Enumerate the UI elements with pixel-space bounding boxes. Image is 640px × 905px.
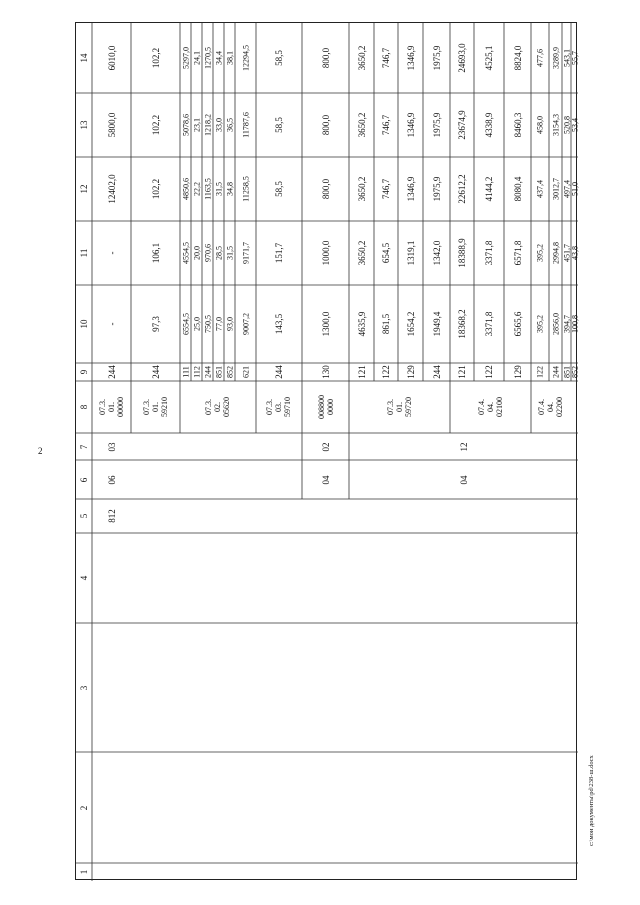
cell-c9-text: 121	[356, 365, 367, 379]
cell-c11-text: 1000,0	[320, 240, 331, 266]
cell-c8-text: 07.3. 03. 59710	[265, 397, 293, 417]
cell-c9-text: 244	[431, 365, 442, 379]
cell-c11-text: 1342,0	[431, 240, 442, 266]
cell-c9-text: 852	[569, 366, 579, 378]
cell-c12-text: 4850,6	[180, 178, 190, 200]
cell-c11-text: 43,8	[569, 246, 579, 260]
cell-c11-text: 18388,9	[456, 238, 467, 268]
footer-file-path: c:\мои документы\pd\238-ш.docx	[588, 755, 595, 846]
column-header-2-text: 2	[78, 805, 89, 810]
cell-c9-text: 244	[202, 366, 212, 378]
cell-c11-text: 4554,5	[180, 242, 190, 264]
cell-c14-text: 3650,2	[356, 45, 367, 71]
cell-c13-text: 520,8	[561, 116, 571, 134]
cell-c9-text: 244	[106, 365, 117, 379]
cell-c12-text: 746,7	[380, 178, 391, 200]
cell-c11-text: 395,2	[535, 244, 545, 262]
cell-c12-text: 58,5	[273, 181, 284, 197]
cell-c12-text: 22,2	[191, 182, 201, 196]
cell-c10-text: 9007,2	[240, 313, 250, 335]
column-header-13-text: 13	[78, 120, 89, 130]
cell-c10-text: 4635,9	[356, 311, 367, 337]
cell-c11-text: 3371,8	[483, 240, 494, 266]
cell-c13-text: 8460,3	[512, 112, 523, 138]
cell-c12-text: 22612,2	[456, 174, 467, 204]
cell-c10-text: 3371,8	[483, 311, 494, 337]
cell-c9-text: 121	[456, 365, 467, 379]
cell-c12-text: 1975,9	[431, 176, 442, 202]
cell-c14-text: 102,2	[150, 47, 161, 69]
column-header-12-text: 12	[78, 184, 89, 194]
cell-c14-text: 24693,0	[456, 43, 467, 73]
column-header-11-text: 11	[78, 248, 89, 258]
cell-c11-text: 9171,7	[240, 242, 250, 264]
cell-c13-text: 11787,6	[240, 112, 250, 138]
cell-c12-text: 11258,5	[240, 176, 250, 202]
cell-c14-text: 477,6	[535, 49, 545, 67]
cell-c10-text: 861,5	[380, 313, 391, 335]
column-header-1-text: 1	[78, 869, 89, 875]
cell-c10-text: 100,8	[569, 315, 579, 333]
cell-c11-text: 28,5	[213, 246, 223, 260]
cell-c12-text: 31,5	[213, 182, 223, 196]
cell-c13-text: 23,1	[191, 118, 201, 132]
cell-c7-text: 03	[106, 442, 117, 451]
cell-c12-text: 12402,0	[106, 174, 117, 204]
cell-c8-text: 07.4. 04. 02200	[537, 397, 565, 417]
cell-c13-text: 3650,2	[356, 112, 367, 138]
cell-c9-text: 129	[512, 365, 523, 379]
cell-c11-text: 2994,8	[550, 242, 560, 264]
cell-c14-text: 38,1	[224, 51, 234, 65]
cell-c13-text: 746,7	[380, 114, 391, 136]
cell-c12-text: 4144,2	[483, 176, 494, 202]
cell-c13-text: 3154,3	[550, 114, 560, 136]
cell-c14-text: 34,4	[213, 51, 223, 65]
cell-c11-text: 451,7	[561, 244, 571, 262]
cell-c10-text: 2856,0	[550, 313, 560, 335]
cell-c5-text: 812	[106, 509, 117, 523]
cell-c9-text: 111	[180, 366, 190, 378]
cell-c13-text: 5800,0	[106, 112, 117, 138]
cell-c14-text: 5297,0	[180, 47, 190, 69]
cell-c7-text: 12	[458, 442, 469, 451]
cell-c14-text: 12294,5	[240, 45, 250, 71]
cell-c14-text: 55,7	[569, 51, 579, 65]
cell-c11-text: 151,7	[273, 242, 284, 264]
cell-c14-text: 1270,5	[202, 47, 212, 69]
cell-c10-text: 25,0	[191, 317, 201, 331]
cell-c10-text: -	[106, 322, 117, 326]
column-header-6-text: 6	[78, 477, 89, 482]
cell-c12-text: 1346,9	[405, 176, 416, 202]
cell-c8-text: 07.3. 01. 00000	[97, 397, 126, 417]
cell-c10-text: 1300,0	[320, 311, 331, 337]
column-header-10-text: 10	[78, 319, 89, 329]
column-header-3-text: 3	[78, 685, 89, 690]
column-header-9-text: 9	[78, 369, 89, 375]
cell-c9-text: 112	[191, 366, 201, 378]
cell-c9-text: 244	[150, 365, 161, 379]
cell-c12-text: 8080,4	[512, 176, 523, 202]
cell-c8-text: 07.3. 01. 59210	[141, 397, 170, 417]
cell-c14-text: 1346,9	[405, 45, 416, 71]
cell-c14-text: 543,1	[561, 49, 571, 67]
cell-c12-text: 497,4	[561, 180, 571, 198]
cell-c10-text: 77,0	[213, 317, 223, 331]
column-header-8-text: 8	[78, 404, 89, 410]
cell-c12-text: 102,2	[150, 178, 161, 200]
cell-c13-text: 5078,6	[180, 114, 190, 136]
cell-c10-text: 394,7	[561, 315, 571, 333]
cell-c10-text: 750,5	[202, 315, 212, 333]
cell-c9-text: 244	[550, 366, 560, 378]
cell-c13-text: 4338,9	[483, 112, 494, 138]
cell-c11-text: 970,6	[202, 244, 212, 262]
cell-c13-text: 58,5	[273, 117, 284, 133]
cell-c13-text: 102,2	[150, 114, 161, 136]
cell-c14-text: 1975,9	[431, 45, 442, 71]
cell-c9-text: 129	[405, 365, 416, 379]
cell-c13-text: 33,0	[213, 118, 223, 132]
cell-c13-text: 458,0	[535, 116, 545, 134]
cell-c10-text: 93,0	[224, 317, 234, 331]
cell-c13-text: 1975,9	[431, 112, 442, 138]
cell-c6-text: 04	[458, 475, 469, 484]
page-number: 2	[38, 446, 43, 456]
cell-c11-text: 6571,8	[512, 240, 523, 266]
cell-c9-text: 621	[240, 366, 250, 378]
cell-c14-text: 3289,9	[550, 47, 560, 69]
cell-c13-text: 800,0	[320, 114, 331, 136]
cell-c14-text: 4525,1	[483, 45, 494, 71]
column-header-5-text: 5	[78, 513, 89, 519]
cell-c9-text: 130	[320, 365, 331, 379]
cell-c11-text: 3650,2	[356, 240, 367, 266]
cell-c10-text: 1949,4	[431, 311, 442, 337]
budget-table	[75, 22, 577, 880]
column-header-14-text: 14	[78, 53, 89, 63]
cell-c9-text: 852	[224, 366, 234, 378]
table-grid	[76, 23, 578, 881]
cell-c14-text: 6010,0	[106, 45, 117, 71]
cell-c8-text: 07.3. 01. 59720	[385, 397, 414, 417]
cell-c8-text: 07.4. 04. 02100	[476, 397, 505, 417]
cell-c10-text: 143,5	[273, 313, 284, 335]
cell-c12-text: 800,0	[320, 178, 331, 200]
cell-c9-text: 122	[535, 366, 545, 378]
cell-c9-text: 122	[483, 365, 494, 379]
cell-c11-text: 106,1	[150, 242, 161, 264]
cell-c14-text: 24,1	[191, 51, 201, 65]
cell-c9-text: 851	[213, 366, 223, 378]
cell-c7-text: 02	[320, 442, 331, 451]
cell-c8-text: 008800 0000	[316, 395, 335, 419]
cell-c12-text: 437,4	[535, 180, 545, 198]
cell-c12-text: 51,0	[569, 182, 579, 196]
cell-c14-text: 8824,0	[512, 45, 523, 71]
cell-c11-text: 20,0	[191, 246, 201, 260]
cell-c11-text: -	[106, 251, 117, 255]
cell-c10-text: 1654,2	[405, 311, 416, 337]
cell-c10-text: 6554,5	[180, 313, 190, 335]
cell-c13-text: 53,4	[569, 118, 579, 132]
cell-c12-text: 1163,5	[202, 178, 212, 200]
cell-c9-text: 244	[273, 365, 284, 379]
cell-c9-text: 851	[561, 366, 571, 378]
cell-c13-text: 1218,2	[202, 114, 212, 136]
column-header-7-text: 7	[78, 444, 89, 449]
cell-c10-text: 18368,2	[456, 309, 467, 339]
cell-c13-text: 36,5	[224, 118, 234, 132]
cell-c10-text: 97,3	[150, 316, 161, 332]
cell-c14-text: 58,5	[273, 50, 284, 66]
cell-c12-text: 34,8	[224, 182, 234, 196]
cell-c9-text: 122	[380, 365, 391, 379]
column-header-4-text: 4	[78, 575, 89, 581]
cell-c8-text: 07.3. 02. 05620	[204, 397, 232, 417]
cell-c6-text: 04	[320, 475, 331, 484]
cell-c6-text: 06	[106, 475, 117, 484]
cell-c12-text: 3650,2	[356, 176, 367, 202]
cell-c11-text: 1319,1	[405, 240, 416, 266]
cell-c14-text: 746,7	[380, 47, 391, 69]
cell-c11-text: 31,5	[224, 246, 234, 260]
cell-c10-text: 395,2	[535, 315, 545, 333]
cell-c10-text: 6565,6	[512, 311, 523, 337]
cell-c11-text: 654,5	[380, 242, 391, 264]
cell-c12-text: 3012,7	[550, 178, 560, 200]
cell-c13-text: 23674,9	[456, 110, 467, 140]
cell-c14-text: 800,0	[320, 47, 331, 69]
cell-c13-text: 1346,9	[405, 112, 416, 138]
